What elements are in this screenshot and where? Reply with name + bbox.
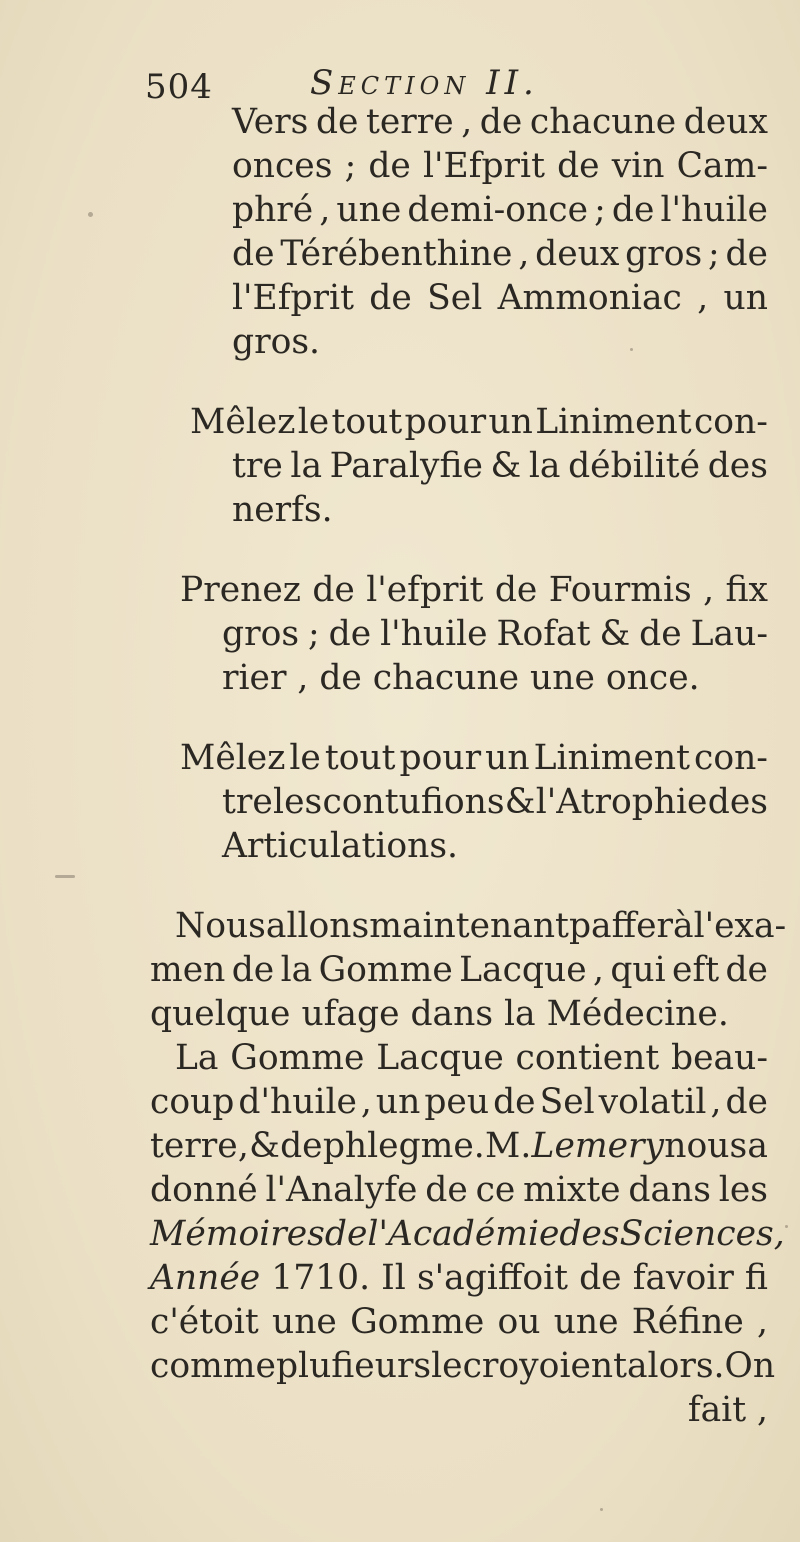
word: chacune xyxy=(529,102,677,142)
text-line xyxy=(150,1080,768,1124)
word: Sel xyxy=(539,1082,595,1122)
word: des xyxy=(707,446,768,486)
word: phlegme. xyxy=(322,1126,485,1166)
word: Sel xyxy=(427,278,483,318)
word: tout xyxy=(331,402,403,442)
word: On xyxy=(724,1346,776,1386)
word: de xyxy=(725,1082,768,1122)
word: , xyxy=(360,1082,372,1122)
text-line: rier , de chacune une once. xyxy=(222,658,700,698)
word: qui xyxy=(610,950,666,990)
word: croyoient xyxy=(462,1346,627,1386)
word: une xyxy=(336,190,402,230)
word: de xyxy=(639,614,682,654)
word: La xyxy=(175,1038,219,1078)
text-line: Articulations. xyxy=(222,826,459,866)
word: une xyxy=(553,1302,619,1342)
word: Réfine xyxy=(631,1302,744,1342)
word: , xyxy=(593,950,604,990)
paragraph xyxy=(150,100,768,364)
word: de xyxy=(557,146,600,186)
word: volatil xyxy=(598,1082,707,1122)
text-line xyxy=(150,1036,768,1080)
word: de xyxy=(579,1258,622,1298)
word: deux xyxy=(683,102,768,142)
word: terre xyxy=(150,1126,238,1166)
text-line xyxy=(180,612,768,656)
text-line xyxy=(232,276,768,320)
word: de xyxy=(232,234,275,274)
word: & xyxy=(599,614,631,654)
word: l'Efprit xyxy=(423,146,545,186)
word: Lau- xyxy=(690,614,768,654)
word: Paralyfie xyxy=(329,446,483,486)
word: demi-once xyxy=(407,190,589,230)
word: maintenant xyxy=(369,906,569,946)
word: Vers xyxy=(232,102,309,142)
word: & xyxy=(490,446,522,486)
word: terre xyxy=(366,102,454,142)
text-line: nerfs. xyxy=(232,490,333,530)
text-line xyxy=(150,904,787,948)
word: un xyxy=(723,278,768,318)
word: de xyxy=(315,102,359,142)
text-line xyxy=(232,188,768,232)
word: de xyxy=(725,950,768,990)
word: fi xyxy=(744,1258,768,1298)
word: paffer xyxy=(568,906,674,946)
text-line xyxy=(180,568,768,612)
paragraph xyxy=(150,736,768,868)
word: favoir xyxy=(632,1258,734,1298)
word: & xyxy=(504,782,536,822)
word: s'agiffoit xyxy=(416,1258,568,1298)
text-line xyxy=(190,400,768,444)
word: de xyxy=(479,102,523,142)
word: Cam- xyxy=(676,146,768,186)
text-line xyxy=(190,444,768,488)
word: gros xyxy=(625,234,703,274)
word: contient xyxy=(515,1038,660,1078)
word: , xyxy=(461,102,473,142)
word: l'exa- xyxy=(693,906,787,946)
word: deux xyxy=(535,234,620,274)
word: Gomme xyxy=(350,1302,485,1342)
word: de xyxy=(312,570,355,610)
word: la xyxy=(528,446,561,486)
page-number: 504 xyxy=(145,67,213,107)
word: pour xyxy=(399,738,482,778)
word: phré xyxy=(232,190,314,230)
word: vin xyxy=(611,146,665,186)
word: Lacque xyxy=(376,1038,504,1078)
word: plufieurs xyxy=(275,1346,432,1386)
text-line xyxy=(150,1124,768,1168)
word: Mémoires xyxy=(150,1214,325,1254)
word: de xyxy=(369,278,412,318)
word: donné xyxy=(150,1170,258,1210)
word: Année xyxy=(150,1258,261,1298)
text-line xyxy=(150,948,768,992)
word: des xyxy=(559,1214,620,1254)
word: le xyxy=(297,402,330,442)
word: l'huile xyxy=(660,190,768,230)
word: M. xyxy=(485,1126,532,1166)
paragraph xyxy=(150,904,787,1036)
word: Ammoniac xyxy=(497,278,682,318)
word: le xyxy=(431,1346,463,1386)
word: des xyxy=(707,782,768,822)
word: gros xyxy=(222,614,300,654)
word: tout xyxy=(324,738,396,778)
word: Prenez xyxy=(180,570,301,610)
word: , xyxy=(319,190,331,230)
word: con- xyxy=(693,402,768,442)
word: ; xyxy=(708,234,720,274)
word: l'Atrophie xyxy=(535,782,708,822)
text-line xyxy=(180,736,768,780)
word: de xyxy=(280,1126,323,1166)
word: débilité xyxy=(568,446,701,486)
word: men xyxy=(150,950,226,990)
word: eft xyxy=(672,950,720,990)
word: d'huile xyxy=(238,1082,357,1122)
word: allons xyxy=(265,906,370,946)
word: Rofat xyxy=(496,614,591,654)
text-line xyxy=(232,232,768,276)
word: un xyxy=(488,402,533,442)
word: pour xyxy=(404,402,487,442)
word: la xyxy=(290,446,323,486)
word: Lemery xyxy=(531,1126,664,1166)
word: peu xyxy=(424,1082,490,1122)
word: la xyxy=(280,950,313,990)
word: , xyxy=(518,234,530,274)
word: l'Analyfe xyxy=(265,1170,418,1210)
word: l'Académie xyxy=(367,1214,560,1254)
word: con- xyxy=(694,738,768,778)
word: de xyxy=(725,234,768,274)
word: un xyxy=(375,1082,421,1122)
text-line xyxy=(150,1168,768,1212)
word: fix xyxy=(725,570,768,610)
word: Fourmis xyxy=(548,570,692,610)
text-line xyxy=(232,144,768,188)
body-text xyxy=(150,100,787,1432)
paragraph xyxy=(150,400,768,532)
text-line: quelque ufage dans la Médecine. xyxy=(150,994,729,1034)
word: de xyxy=(493,1082,536,1122)
word: une xyxy=(271,1302,337,1342)
catchword: fait , xyxy=(687,1390,768,1430)
text-line xyxy=(150,1212,785,1256)
word: l'efprit xyxy=(366,570,484,610)
word: Lacque xyxy=(459,950,587,990)
word: ; xyxy=(308,614,320,654)
word: le xyxy=(289,738,321,778)
paragraph xyxy=(150,568,768,700)
word: mixte xyxy=(523,1170,621,1210)
word: , xyxy=(237,1126,249,1166)
word: de xyxy=(324,1214,368,1254)
text-line xyxy=(150,1300,768,1344)
word: de xyxy=(494,570,538,610)
word: & xyxy=(249,1126,280,1166)
word: a xyxy=(747,1126,768,1166)
text-line xyxy=(232,100,768,144)
word: les xyxy=(718,1170,768,1210)
word: de xyxy=(328,614,372,654)
word: tre xyxy=(222,782,273,822)
word: Gomme xyxy=(230,1038,365,1078)
running-head: Section II. xyxy=(310,63,539,103)
word: Gomme xyxy=(318,950,453,990)
paragraph xyxy=(150,1036,785,1388)
word: contufions xyxy=(322,782,505,822)
word: Térébenthine xyxy=(280,234,513,274)
word: , xyxy=(697,278,709,318)
word: dans xyxy=(628,1170,711,1210)
word: , xyxy=(773,1214,785,1254)
word: de xyxy=(611,190,655,230)
word: Liniment xyxy=(533,738,690,778)
text-line xyxy=(150,1256,768,1300)
word: , xyxy=(710,1082,722,1122)
word: onces xyxy=(232,146,333,186)
word: Liniment xyxy=(535,402,692,442)
word: nous xyxy=(664,1126,748,1166)
word: 1710. xyxy=(271,1258,371,1298)
word: tre xyxy=(232,446,283,486)
word: Mêlez xyxy=(180,738,286,778)
word: de xyxy=(368,146,411,186)
word: , xyxy=(703,570,715,610)
word: l'huile xyxy=(380,614,488,654)
word: ; xyxy=(344,146,357,186)
word: , xyxy=(757,1302,768,1342)
word: un xyxy=(485,738,530,778)
word: l'Efprit xyxy=(232,278,354,318)
word: Nous xyxy=(175,906,266,946)
word: Sciences xyxy=(619,1214,774,1254)
word: ; xyxy=(594,190,606,230)
word: Mêlez xyxy=(190,402,296,442)
word: comme xyxy=(150,1346,276,1386)
text-line: gros. xyxy=(232,322,321,362)
word: de xyxy=(425,1170,468,1210)
word: à xyxy=(673,906,694,946)
word: alors. xyxy=(626,1346,725,1386)
text-line xyxy=(180,780,768,824)
word: c'étoit xyxy=(150,1302,259,1342)
word: ce xyxy=(475,1170,516,1210)
word: beau- xyxy=(671,1038,768,1078)
word: coup xyxy=(150,1082,235,1122)
text-line xyxy=(150,1344,776,1388)
word: Il xyxy=(381,1258,406,1298)
word: les xyxy=(273,782,323,822)
word: de xyxy=(231,950,275,990)
word: ou xyxy=(497,1302,541,1342)
